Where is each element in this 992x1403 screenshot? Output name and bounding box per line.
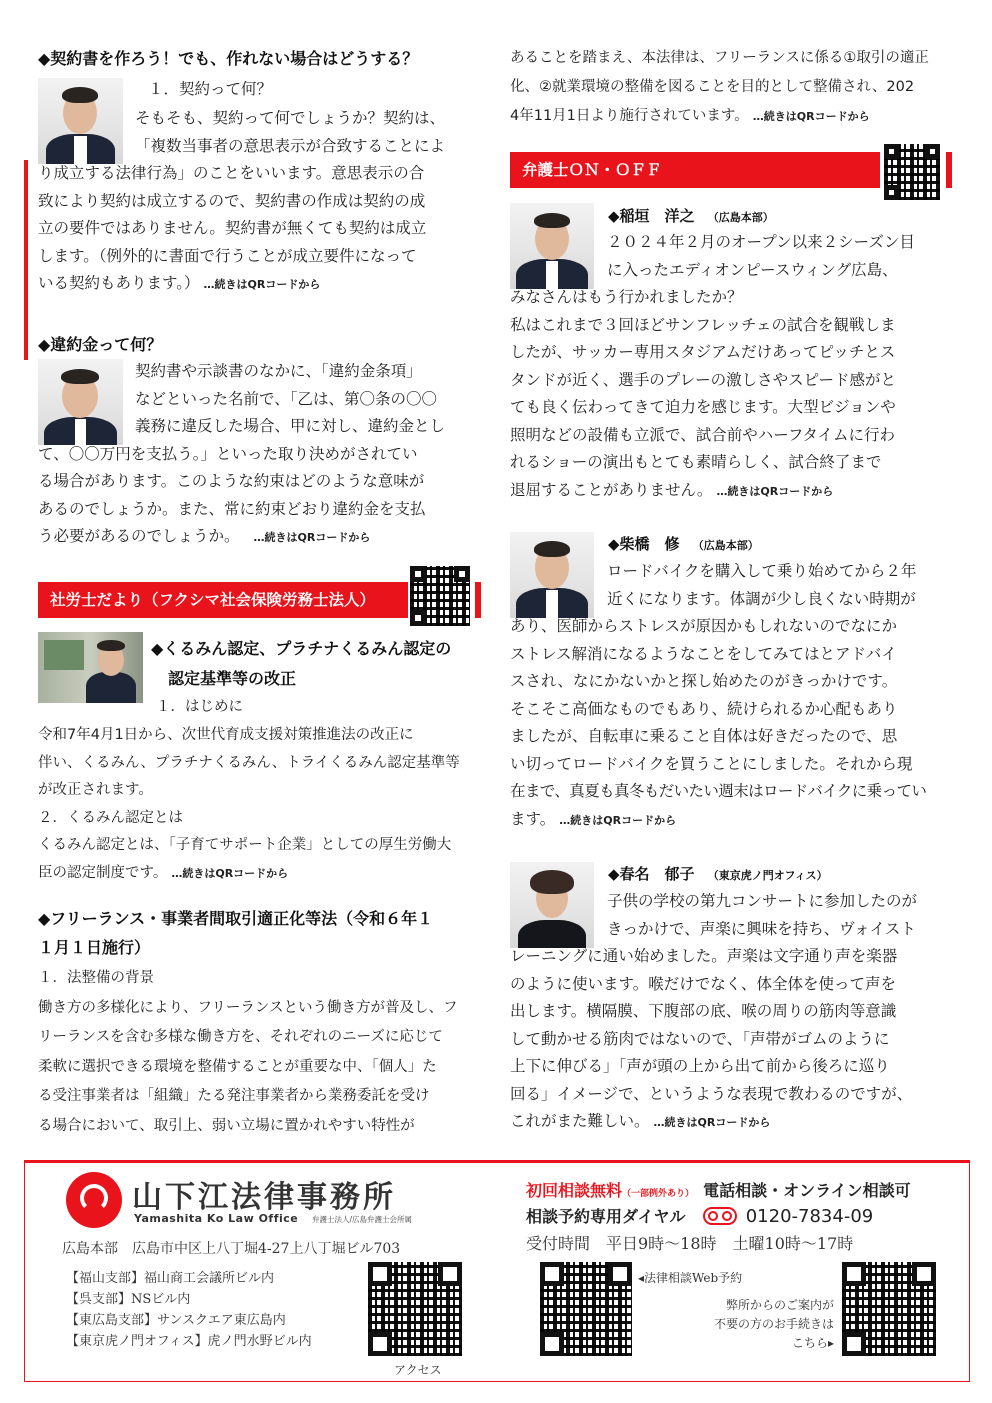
kurumin-heading-1: ◆くるみん認定、プラチナくるみん認定の — [151, 639, 452, 658]
dial-label: 相談予約専用ダイヤル — [526, 1207, 686, 1226]
contract-heading: ◆契約書を作ろう！でも、作れない場合はどうする？ — [38, 49, 419, 68]
inagaki-name: ◆稲垣 洋之 （広島本部） — [608, 207, 774, 225]
kurumin-sub-1: １．はじめに — [156, 699, 243, 715]
qr-continue-link[interactable]: …続きはQRコードから — [203, 278, 321, 291]
inagaki-line: ても良く伝わってきて迫力を感じます。大型ビジョンや — [510, 398, 896, 416]
penalty-body — [38, 358, 483, 552]
qr-continue-link[interactable]: …続きはQRコードから — [752, 110, 870, 123]
dial-line — [526, 1204, 873, 1227]
freelance-line: 4年11月1日より施行されています。 …続きはQRコードから — [510, 108, 870, 124]
contract-line: 立の要件ではありません。契約書が無くても契約は成立 — [38, 219, 427, 237]
qr-code-onoff[interactable] — [884, 144, 940, 200]
qr-code-sharoushi[interactable] — [410, 566, 470, 626]
contract-line: 「複数当事者の意思表示が合致することによ — [135, 136, 446, 155]
banner-end-bar — [475, 582, 481, 618]
consult-methods: 電話相談・オンライン相談可 — [703, 1181, 911, 1200]
phone-number[interactable]: 0120-7834-09 — [745, 1206, 874, 1227]
lawyer-onoff-banner: 弁護士ＯＮ・ＯＦＦ — [510, 152, 880, 188]
haruna-line: レーニングに通い始めました。声楽は文字通り声を楽器 — [510, 947, 898, 965]
freelance-line: る受注事業者は「組織」たる発注事業者から業務委託を受け — [38, 1088, 430, 1104]
banner-end-bar — [946, 152, 952, 188]
haruna-line: して動かせる筋肉ではないので、「声帯がゴムのように — [510, 1029, 890, 1048]
branch-item: 【東京虎ノ門オフィス】虎ノ門水野ビル内 — [66, 1334, 312, 1349]
firm-logo — [66, 1170, 426, 1232]
contract-line: 致により契約は成立するので、契約書の作成は契約の成 — [38, 191, 426, 210]
freelance-body — [38, 964, 457, 1141]
reception-hours: 受付時間 平日9時～18時 土曜10時～17時 — [526, 1234, 854, 1253]
kurumin-heading-2: 認定基準等の改正 — [168, 669, 297, 688]
freelance-sub: １．法整備の背景 — [38, 970, 154, 986]
shibahashi-line: あり、医師からストレスが原因かもしれないのでなにか — [510, 617, 898, 635]
penalty-line: 契約書や示談書のなかに、「違約金条項」 — [135, 362, 422, 380]
branch-item: 【呉支部】NSビル内 — [66, 1292, 191, 1307]
inagaki-line: ２０２４年２月のオープン以来２シーズン目 — [607, 233, 915, 251]
inagaki-office: （広島本部） — [707, 211, 774, 224]
shibahashi-line: 近くになります。体調が少し良くない時期が — [607, 589, 916, 608]
contract-body — [38, 105, 478, 299]
haruna-line: のように使います。喉だけでなく、体全体を使って声を — [510, 974, 896, 993]
penalty-line: る場合があります。このような約束はどのような意味が — [38, 472, 425, 490]
haruna-line: 子供の学校の第九コンサートに参加したのが — [607, 892, 918, 910]
inagaki-line: みなさんはもう行かれましたか？ — [510, 288, 743, 306]
branch-item: 【東広島支部】サンスクエア東広島内 — [66, 1313, 286, 1328]
haruna-body — [510, 888, 955, 1137]
inagaki-line: 照明などの設備も立派で、試合前やハーフタイムに行わ — [510, 425, 896, 444]
shibahashi-office: （広島本部） — [692, 539, 759, 552]
kurumin-line: 令和7年4月1日から、次世代育成支援対策推進法の改正に — [38, 727, 414, 743]
freedial-icon — [703, 1207, 737, 1225]
kurumin-line: 伴い、くるみん、プラチナくるみん、トライくるみん認定基準等 — [38, 754, 460, 771]
access-label: アクセス — [394, 1363, 442, 1377]
inagaki-line: 私はこれまで３回ほどサンフレッチェの試合を観戦しま — [510, 315, 896, 334]
freelance-line: 化、②就業環境の整備を図ることを目的として整備され、202 — [510, 79, 915, 95]
inagaki-line: したが、サッカー専用スタジアムだけあってピッチとス — [510, 343, 896, 361]
kurumin-sub-2: ２．くるみん認定とは — [38, 809, 183, 826]
branch-item: 【福山支部】福山商工会議所ビル内 — [66, 1271, 275, 1286]
contract-sub: １．契約って何？ — [148, 80, 273, 98]
contract-line: り成立する法律行為」のことをいいます。意思表示の合 — [38, 164, 425, 182]
free-consult-line — [526, 1178, 911, 1201]
freelance-heading-1: ◆フリーランス・事業者間取引適正化等法（令和６年１ — [38, 909, 434, 928]
haruna-name: ◆春名 郁子 （東京虎ノ門オフィス） — [608, 865, 828, 883]
freelance-continued — [510, 44, 929, 131]
shibahashi-body — [510, 558, 955, 834]
shibahashi-name: ◆柴橋 修 （広島本部） — [608, 535, 759, 553]
shibahashi-line: ます。 …続きはQRコードから — [510, 809, 677, 828]
free-consult-label: 初回相談無料 — [526, 1181, 623, 1200]
sharoushi-photo — [38, 632, 143, 703]
haruna-office: （東京虎ノ門オフィス） — [707, 869, 828, 882]
shibahashi-line: い切ってロードバイクを買うことにしました。それから現 — [510, 754, 913, 773]
qr-continue-link[interactable]: …続きはQRコードから — [716, 484, 834, 498]
inagaki-line: れるショーの演出もとても素晴らしく、試合終了まで — [510, 453, 882, 471]
contract-line: そもそも、契約って何でしょうか？契約は、 — [135, 109, 446, 127]
shibahashi-line: 在まで、真夏も真冬もだいたい週末はロードバイクに乗ってい — [510, 782, 927, 800]
inagaki-line: 退屈することがありません。 …続きはQRコードから — [510, 480, 834, 499]
penalty-line: 義務に違反した場合、甲に対し、違約金とし — [135, 417, 446, 435]
haruna-line: 上下に伸びる」「声が頭の上から出て前から後ろに巡り — [510, 1057, 890, 1075]
kurumin-line: 臣の認定制度です。 …続きはQRコードから — [38, 864, 289, 881]
qr-continue-link[interactable]: …続きはQRコードから — [171, 866, 289, 880]
shibahashi-line: そこそこ高価なものでもあり、続けられるか心配もあり — [510, 699, 898, 718]
branch-list — [66, 1268, 312, 1352]
haruna-line: 出します。横隔膜、下腹部の底、喉の周りの筋肉等意識 — [510, 1002, 897, 1020]
qr-code-optout[interactable] — [842, 1262, 936, 1356]
inagaki-line: に入ったエディオンピースウィング広島、 — [607, 260, 898, 279]
qr-continue-link[interactable]: …続きはQRコードから — [653, 1116, 771, 1129]
penalty-line: あるのでしょうか。また、常に約束どおり違約金を支払 — [38, 499, 426, 518]
penalty-heading: ◆違約金って何？ — [38, 335, 163, 354]
freelance-line: る場合において、取引上、弱い立場に置かれやすい特性が — [38, 1117, 415, 1134]
left-accent-bar — [24, 160, 28, 360]
shibahashi-line: ロードバイクを購入して乗り始めてから２年 — [607, 562, 917, 580]
contract-line: いる契約もあります。） …続きはQRコードから — [38, 274, 321, 292]
inagaki-line: タンドが近く、選手のプレーの激しさやスピード感がと — [510, 370, 896, 389]
shibahashi-line: ストレス解消になるようなことをしてみてはとアドバイ — [510, 644, 897, 663]
qr-continue-link[interactable]: …続きはQRコードから — [559, 813, 677, 827]
sharoushi-banner: 社労士だより（フクシマ社会保険労務士法人） — [38, 582, 408, 618]
shibahashi-line: スされ、なにかないかと探し始めたのがきっかけです。 — [510, 672, 898, 690]
freelance-line: リーランスを含む多様な働き方を、それぞれのニーズに応じて — [38, 1029, 443, 1045]
firm-affiliation: 弁護士法人/広島弁護士会所属 — [312, 1215, 413, 1224]
qr-code-web-booking[interactable] — [540, 1262, 632, 1356]
inagaki-body — [510, 229, 955, 505]
freelance-line: 柔軟に選択できる環境を整備することが重要な中、「個人」た — [38, 1058, 437, 1075]
penalty-line: などといった名前で、「乙は、第〇条の〇〇 — [135, 389, 437, 408]
penalty-line: う必要があるのでしょうか。 …続きはQRコードから — [38, 527, 371, 545]
qr-continue-link[interactable]: …続きはQRコードから — [253, 531, 371, 544]
logo-mark-inner — [80, 1184, 108, 1212]
haruna-line: これがまた難しい。 …続きはQRコードから — [510, 1112, 771, 1130]
freelance-line: あることを踏まえ、本法律は、フリーランスに係る①取引の適正 — [510, 50, 929, 66]
optout-note: 弊所からのご案内が 不要の方のお手続きは こちら▸ — [690, 1296, 834, 1353]
firm-name-en: Yamashita Ko Law Office — [134, 1212, 299, 1225]
firm-name: 山下江法律事務所 — [132, 1180, 396, 1215]
optout-link[interactable]: こちら▸ — [791, 1336, 834, 1350]
shibahashi-line: ましたが、自転車に乗ること自体は好きだったので、思 — [510, 727, 898, 745]
kurumin-body-1 — [38, 722, 460, 887]
free-consult-note: （一部例外あり） — [622, 1189, 695, 1199]
haruna-line: 回る」イメージで、というような表現で教わるのですが、 — [510, 1084, 913, 1103]
qr-code-access[interactable] — [368, 1262, 462, 1356]
kurumin-line: が改正されます。 — [38, 782, 153, 798]
haruna-line: きっかけで、声楽に興味を持ち、ヴォイスト — [607, 919, 916, 938]
freelance-line: 働き方の多様化により、フリーランスという働き方が普及し、フ — [38, 999, 458, 1016]
head-office-address: 広島本部 広島市中区上八丁堀4-27上八丁堀ビル703 — [62, 1241, 401, 1257]
web-booking-label[interactable]: ◂法律相談Web予約 — [638, 1271, 743, 1285]
contract-line: します。（例外的に書面で行うことが成立要件になって — [38, 246, 417, 265]
penalty-line: て、〇〇万円を支払う。」といった取り決めがされてい — [38, 444, 418, 463]
freelance-heading-2: １月１日施行） — [38, 938, 151, 957]
kurumin-line: くるみん認定とは、「子育てサポート企業」としての厚生労働大 — [38, 837, 452, 853]
